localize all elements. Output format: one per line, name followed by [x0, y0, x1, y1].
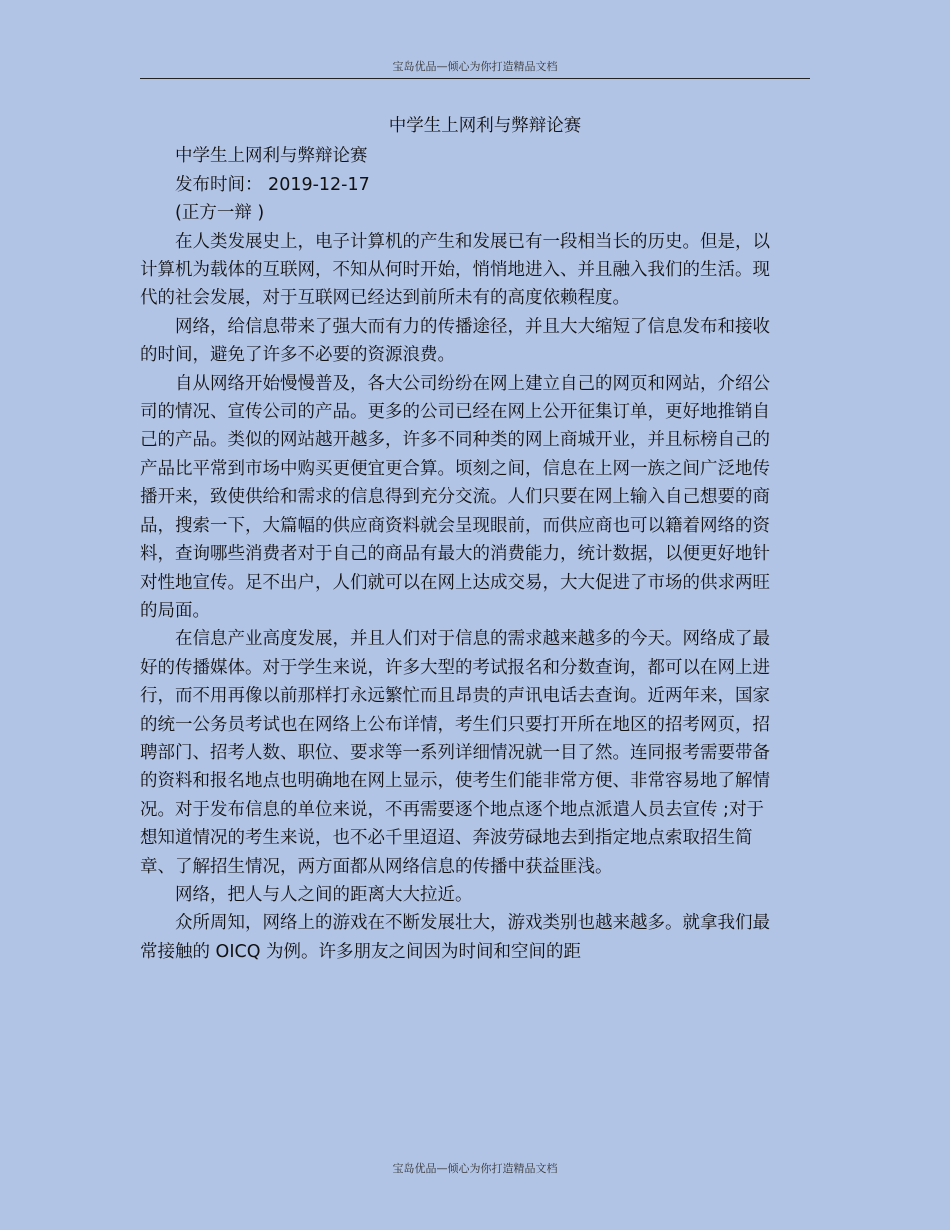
header-divider	[140, 78, 810, 79]
paragraph: 网络，把人与人之间的距离大大拉近。	[175, 884, 473, 905]
document-title: 中学生上网利与弊辩论赛	[388, 116, 582, 136]
document-subtitle: 中学生上网利与弊辩论赛	[175, 146, 368, 167]
paragraph: 众所周知，网络上的游戏在不断发展壮大，游戏类别也越来越多。就拿我们最常接触的 OICQ 为例。许多朋友之间因为时间和空间的距	[140, 913, 770, 962]
paragraph: 自从网络开始慢慢普及，各大公司纷纷在网上建立自己的网页和网站，介绍公司的情况、宣传公司的产品。更多的公司已经在网上公开征集订单，更好地推销自己的产品。类似的网站越开越多，许多不同种类的网上商城开业，并且标榜自己的产品比平常到市场中购买更便宜更合算。顷刻之间，信息在上网一族之间广泛地传播开来，致使供给和需求的信息得到充分交流。人们只要在网上输入自己想要的商品，搜索一下，大篇幅的供应商资料就会呈现眼前，而供应商也可以籍着网络的资料，查询哪些消费者对于自己的商品有最大的消费能力，统计数据，以便更好地针对性地宣传。足不出户，人们就可以在网上达成交易，大大促进了市场的供求两旺的局面。	[140, 373, 770, 621]
paragraph: 网络，给信息带来了强大而有力的传播途径，并且大大缩短了信息发布和接收的时间，避免了许多不必要的资源浪费。	[140, 316, 770, 366]
page-header: 宝岛优品—倾心为你打造精品文档	[392, 60, 558, 73]
document-body	[140, 112, 770, 966]
paragraph: 在人类发展史上，电子计算机的产生和发展已有一段相当长的历史。但是，以计算机为载体的互联网，不知从何时开始，悄悄地进入、并且融入我们的生活。现代的社会发展，对于互联网已经达到前所未有的高度依赖程度。	[140, 231, 770, 309]
page-footer: 宝岛优品—倾心为你打造精品文档	[392, 1162, 558, 1175]
paragraph: 在信息产业高度发展，并且人们对于信息的需求越来越多的今天。网络成了最好的传播媒体。对于学生来说，许多大型的考试报名和分数查询，都可以在网上进行，而不用再像以前那样打永远繁忙而且昂贵的声讯电话去查询。近两年来，国家的统一公务员考试也在网络上公布详情，考生们只要打开所在地区的招考网页，招聘部门、招考人数、职位、要求等一系列详细情况就一目了然。连同报考需要带备的资料和报名地点也明确地在网上显示，使考生们能非常方便、非常容易地了解情况。对于发布信息的单位来说，不再需要逐个地点逐个地点派遣人员去宣传 ;对于想知道情况的考生来说，也不必千里迢迢、奔波劳碌地去到指定地点索取招生简章、了解招生情况，两方面都从网络信息的传播中获益匪浅。	[140, 629, 770, 877]
publish-date: 发布时间： 2019-12-17	[175, 174, 370, 195]
debater-role: (正方一辩 )	[175, 203, 265, 224]
